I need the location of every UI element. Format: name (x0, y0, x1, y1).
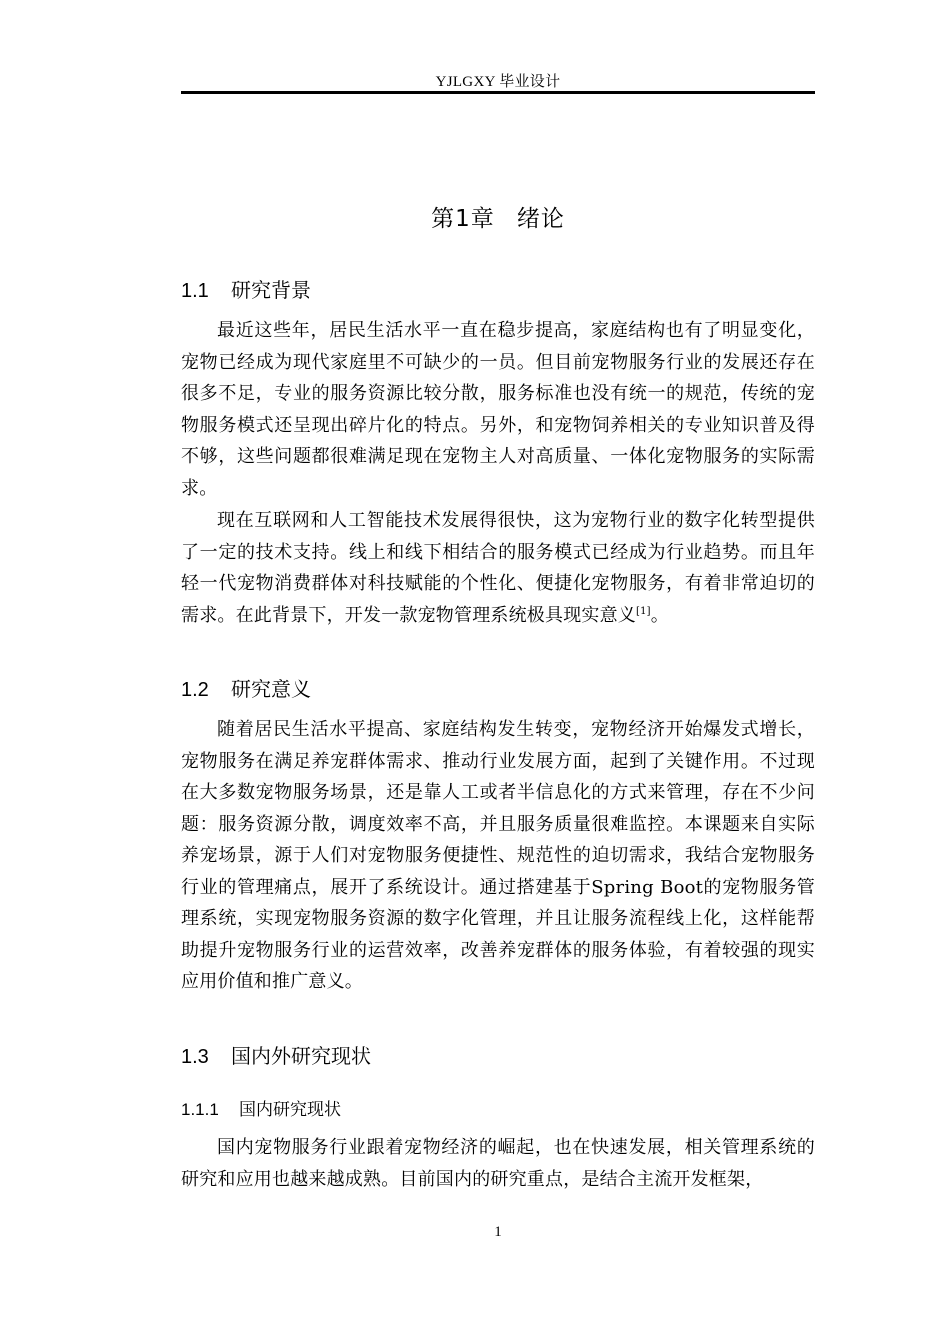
header-rule (181, 91, 815, 94)
section-title: 研究背景 (231, 278, 311, 302)
chapter-number: 第1章 (431, 206, 495, 232)
section-title: 研究意义 (231, 677, 311, 701)
section-heading-significance (181, 673, 311, 702)
page-number: 1 (494, 1224, 502, 1240)
section-heading-research-status (181, 1040, 371, 1069)
chapter-title-text: 绪论 (516, 206, 565, 232)
section-number: 1.3 (181, 1046, 209, 1068)
section-title: 国内外研究现状 (231, 1044, 371, 1068)
paragraph-background-2 (181, 505, 815, 631)
section-number: 1.1 (181, 280, 209, 302)
paragraph-background-1: 最近这些年，居民生活水平一直在稳步提高，家庭结构也有了明显变化，宠物已经成为现代家庭里不可缺少的一员。但目前宠物服务行业的发展还存在很多不足，专业的服务资源比较分散，服务标准也没有统一的规范，传统的宠物服务模式还呈现出碎片化的特点。另外，和宠物饲养相关的专业知识普及得不够，这些问题都很难满足现在宠物主人对高质量、一体化宠物服务的实际需求。 (181, 320, 815, 499)
citation-ref: [1] (636, 605, 651, 617)
paragraph-significance: 随着居民生活水平提高、家庭结构发生转变，宠物经济开始爆发式增长，宠物服务在满足养宠群体需求、推动行业发展方面，起到了关键作用。不过现在大多数宠物服务场景，还是靠人工或者半信息化的方式来管理，存在不少问题：服务资源分散，调度效率不高，并且服务质量很难监控。本课题来自实际养宠场景，源于人们对宠物服务便捷性、规范性的迫切需求，我结合宠物服务行业的管理痛点，展开了系统设计。通过搭建基于Spring Boot的宠物服务管理系统，实现宠物服务资源的数字化管理，并且让服务流程线上化，这样能帮助提升宠物服务行业的运营效率，改善养宠群体的服务体验，有着较强的现实应用价值和推广意义。 (181, 719, 815, 992)
running-header: YJLGXY 毕业设计 (435, 74, 561, 90)
subsection-title: 国内研究现状 (239, 1100, 341, 1120)
chapter-title (181, 200, 815, 233)
section-number: 1.2 (181, 679, 209, 701)
subsection-heading-domestic (181, 1095, 341, 1120)
paragraph-text: 现在互联网和人工智能技术发展得很快，这为宠物行业的数字化转型提供了一定的技术支持。线上和线下相结合的服务模式已经成为行业趋势。而且年轻一代宠物消费群体对科技赋能的个性化、便捷化宠物服务，有着非常迫切的需求。在此背景下，开发一款宠物管理系统极具现实意义 (181, 510, 815, 626)
paragraph-end-punct: 。 (650, 604, 669, 626)
paragraph-domestic: 国内宠物服务行业跟着宠物经济的崛起，也在快速发展，相关管理系统的研究和应用也越来越成熟。目前国内的研究重点，是结合主流开发框架， (181, 1137, 815, 1190)
section-heading-background (181, 274, 311, 303)
subsection-number: 1.1.1 (181, 1100, 219, 1119)
